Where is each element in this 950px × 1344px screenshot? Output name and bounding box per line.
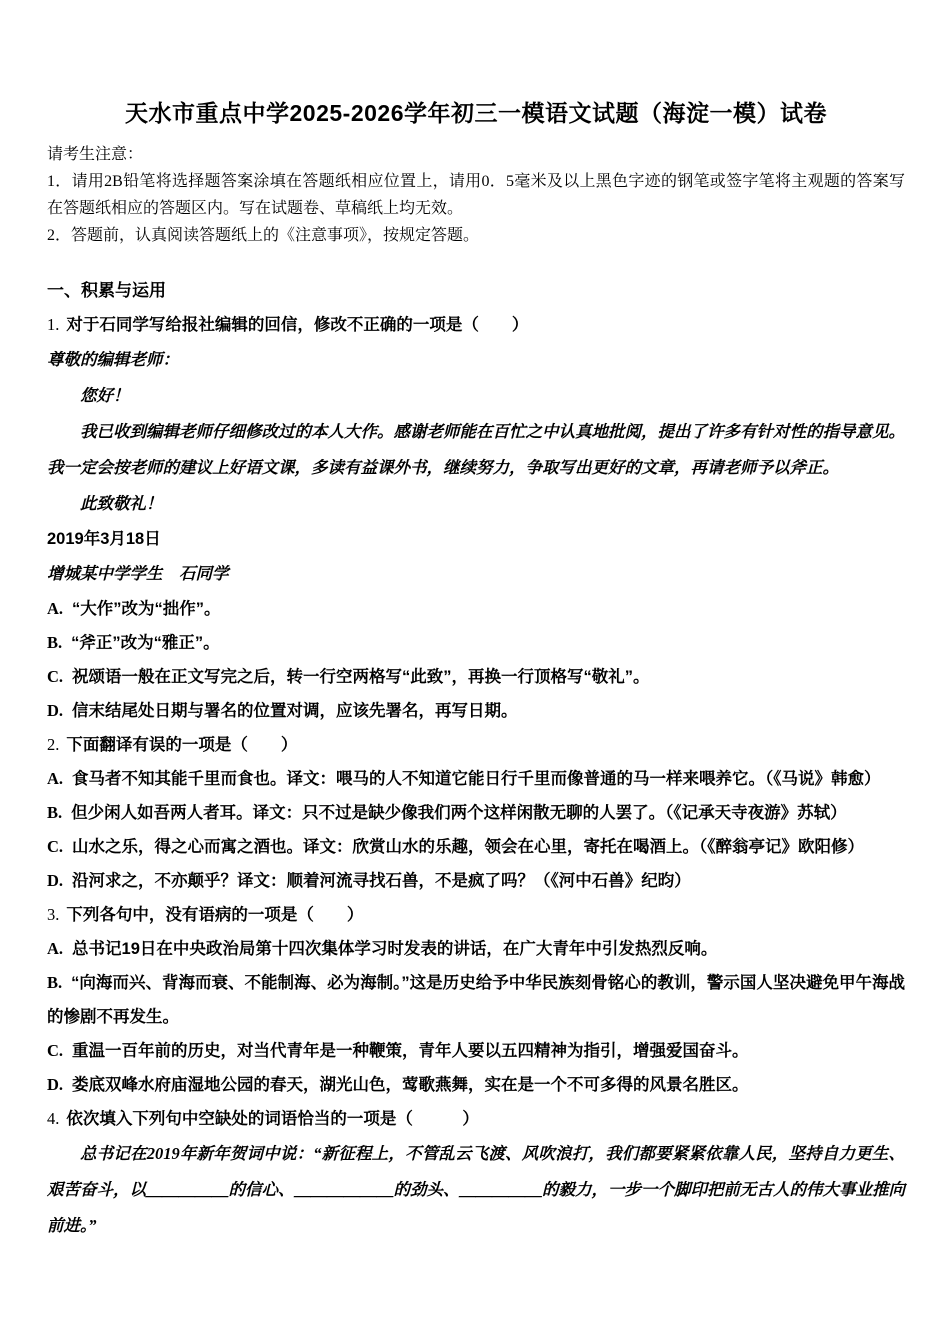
option-b-text: 但少闲人如吾两人者耳。译文：只不过是缺少像我们两个这样闲散无聊的人罢了。（《记承天寺夜游》苏轼） [71, 804, 847, 822]
option-a-label: A. [47, 769, 64, 788]
question-1-number: 1. [47, 315, 60, 334]
question-1-stem [47, 308, 905, 342]
letter-signature: 增城某中学学生 石同学 [47, 564, 229, 583]
question-2-option-d [47, 864, 905, 898]
option-b-label: B. [47, 633, 63, 652]
question-3-stem-text: 下列各句中，没有语病的一项是（ ） [66, 906, 364, 924]
option-c-label: C. [47, 1041, 64, 1060]
notice-heading: 请考生注意： [47, 146, 144, 163]
option-b-text: “斧正”改为“雅正”。 [71, 634, 220, 652]
question-1-option-a [47, 592, 905, 626]
option-d-text: 沿河求之，不亦颠乎？译文：顺着河流寻找石兽，不是疯了吗？（《河中石兽》纪昀） [72, 872, 691, 890]
option-b-text: “向海而兴、背海而衰、不能制海、必为海制。”这是历史给予中华民族刻骨铭心的教训，警示国人坚决避免甲午海战的惨剧不再发生。 [47, 974, 905, 1026]
question-1-option-d [47, 694, 905, 728]
option-d-label: D. [47, 701, 64, 720]
option-c-label: C. [47, 667, 64, 686]
question-4-number: 4. [47, 1109, 60, 1128]
option-b-label: B. [47, 973, 63, 992]
notice-block [47, 141, 905, 249]
option-d-text: 信末结尾处日期与署名的位置对调，应该先署名，再写日期。 [72, 702, 518, 720]
question-4-quote-paragraph: 总书记在2019年新年贺词中说：“新征程上，不管乱云飞渡、风吹浪打，我们都要紧紧依靠人民，坚持自力更生、艰苦奋斗，以＿＿＿＿＿的信心、＿＿＿＿＿＿的劲头、＿＿＿＿＿的毅力，一步一个脚印把前无古人的伟大事业推向前进。” [47, 1144, 905, 1235]
question-2-stem-text: 下面翻译有误的一项是（ ） [66, 736, 298, 754]
question-1-option-b [47, 626, 905, 660]
question-1-option-c [47, 660, 905, 694]
question-1-letter [47, 342, 905, 592]
letter-greeting: 您好！ [80, 386, 130, 405]
notice-item-1: 1．请用2B铅笔将选择题答案涂填在答题纸相应位置上，请用0．5毫米及以上黑色字迹的钢笔或签字笔将主观题的答案写在答题纸相应的答题区内。写在试题卷、草稿纸上均无效。 [47, 173, 905, 217]
question-2-stem [47, 728, 905, 762]
option-a-label: A. [47, 939, 64, 958]
option-c-label: C. [47, 837, 64, 856]
question-3-stem [47, 898, 905, 932]
letter-salutation: 尊敬的编辑老师： [47, 350, 179, 369]
question-3-option-a [47, 932, 905, 966]
question-1-stem-text: 对于石同学写给报社编辑的回信，修改不正确的一项是（ ） [66, 316, 529, 334]
option-d-label: D. [47, 871, 64, 890]
option-a-label: A. [47, 599, 64, 618]
option-a-text: 总书记19日在中央政治局第十四次集体学习时发表的讲话，在广大青年中引发热烈反响。 [72, 940, 718, 958]
option-d-label: D. [47, 1075, 64, 1094]
option-c-text: 山水之乐，得之心而寓之酒也。译文：欣赏山水的乐趣，领会在心里，寄托在喝酒上。（《醉翁亭记》欧阳修） [72, 838, 865, 856]
option-a-text: 食马者不知其能千里而食也。译文：喂马的人不知道它能日行千里而像普通的马一样来喂养它。（《马说》韩愈） [72, 770, 881, 788]
option-d-text: 娄底双峰水府庙湿地公园的春天，湖光山色，莺歌燕舞，实在是一个不可多得的风景名胜区。 [72, 1076, 749, 1094]
page-title: 天水市重点中学2025-2026学年初三一模语文试题（海淀一模）试卷 [125, 100, 827, 126]
letter-body: 我已收到编辑老师仔细修改过的本人大作。感谢老师能在百忙之中认真地批阅，提出了许多有针对性的指导意见。我一定会按老师的建议上好语文课，多读有益课外书，继续努力，争取写出更好的文章，再请老师予以斧正。 [47, 422, 905, 477]
question-3-number: 3. [47, 905, 60, 924]
notice-item-2: 2．答题前，认真阅读答题纸上的《注意事项》，按规定答题。 [47, 227, 480, 244]
question-3-option-b [47, 966, 905, 1034]
option-b-label: B. [47, 803, 63, 822]
letter-closing: 此致敬礼！ [80, 494, 163, 513]
section-1-heading: 一、积累与运用 [47, 281, 166, 300]
question-4-stem [47, 1102, 905, 1136]
letter-date: 2019年3月18日 [47, 530, 161, 548]
question-3-option-c [47, 1034, 905, 1068]
question-3-option-d [47, 1068, 905, 1102]
question-2-option-c [47, 830, 905, 864]
question-2-option-a [47, 762, 905, 796]
option-c-text: 重温一百年前的历史，对当代青年是一种鞭策，青年人要以五四精神为指引，增强爱国奋斗。 [72, 1042, 749, 1060]
question-2-number: 2. [47, 735, 60, 754]
option-c-text: 祝颂语一般在正文写完之后，转一行空两格写“此致”，再换一行顶格写“敬礼”。 [72, 668, 650, 686]
question-4-stem-text: 依次填入下列句中空缺处的词语恰当的一项是（ ） [66, 1110, 479, 1128]
option-a-text: “大作”改为“拙作”。 [72, 600, 221, 618]
question-2-option-b [47, 796, 905, 830]
